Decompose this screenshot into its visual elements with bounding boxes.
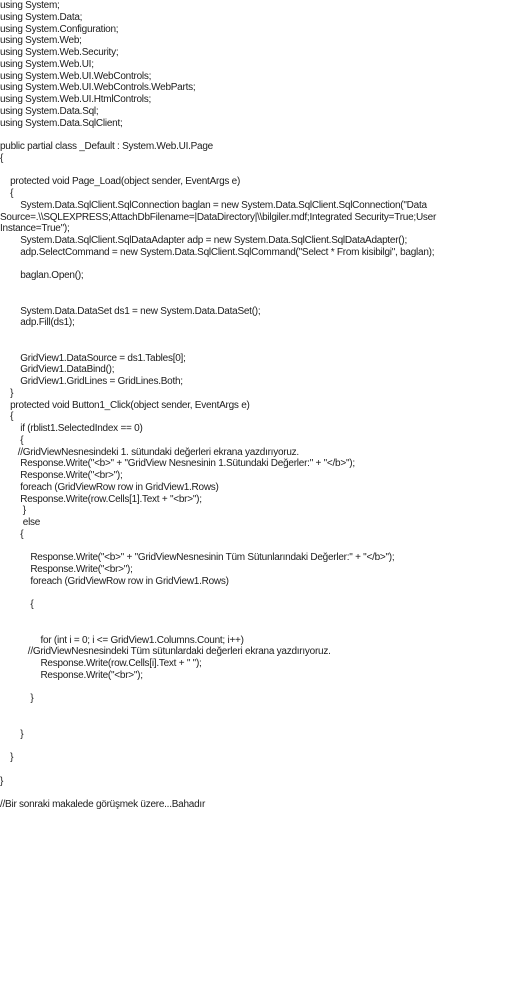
code-line: protected void Page_Load(object sender, EventArgs e) <box>0 176 241 188</box>
code-line: } <box>0 775 4 787</box>
code-line: using System.Data.Sql; <box>0 105 99 117</box>
code-line <box>0 329 505 341</box>
code-line: } <box>0 387 14 399</box>
code-line: Instance=True"); <box>0 223 70 235</box>
code-line <box>0 611 505 623</box>
code-line: { <box>0 599 34 611</box>
code-line: System.Data.SqlClient.SqlConnection baglan = new System.Data.SqlClient.SqlConnection("Data <box>0 199 427 211</box>
code-line: Response.Write("<br>"); <box>0 470 123 481</box>
code-line: foreach (GridViewRow row in GridView1.Rows) <box>0 481 219 493</box>
code-line: using System.Web.UI.HtmlControls; <box>0 94 152 105</box>
code-line <box>0 764 505 776</box>
code-line: using System.Web.UI; <box>0 58 94 70</box>
code-line: } <box>0 693 34 705</box>
code-line: using System.Data.SqlClient; <box>0 117 123 129</box>
code-line <box>0 341 505 353</box>
code-line <box>0 259 505 271</box>
code-line: System.Data.DataSet ds1 = new System.Data.DataSet(); <box>0 305 261 317</box>
code-line: } <box>0 505 26 517</box>
code-line: public partial class _Default : System.Web.UI.Page <box>0 141 213 152</box>
code-line: for (int i = 0; i <= GridView1.Columns.Count; i++) <box>0 634 244 646</box>
code-line <box>0 705 505 717</box>
code-line: //GridViewNesnesindeki Tüm sütunlardaki değerleri ekrana yazdırıyoruz. <box>0 646 331 658</box>
code-line: //Bir sonraki makalede görüşmek üzere...Bahadır <box>0 799 206 810</box>
code-line: using System.Web; <box>0 35 82 47</box>
code-line <box>0 717 505 729</box>
code-line: } <box>0 728 24 740</box>
code-line: baglan.Open(); <box>0 270 84 282</box>
code-line: adp.Fill(ds1); <box>0 317 75 329</box>
code-line: GridView1.GridLines = GridLines.Both; <box>0 376 183 387</box>
code-line: else <box>0 517 41 528</box>
code-line: if (rblist1.SelectedIndex == 0) <box>0 423 143 434</box>
code-line: Response.Write("<b>" + "GridView Nesnesinin 1.Sütundaki Değerler:" + "</b>"); <box>0 458 355 470</box>
code-line: //GridViewNesnesindeki 1. sütundaki değerleri ekrana yazdırıyoruz. <box>0 446 299 458</box>
code-line: Response.Write("<br>"); <box>0 669 143 681</box>
code-line: Response.Write(row.Cells[1].Text + "<br>"); <box>0 493 202 505</box>
code-line: GridView1.DataSource = ds1.Tables[0]; <box>0 352 186 364</box>
code-line: { <box>0 411 14 423</box>
code-line: } <box>0 752 14 763</box>
code-line <box>0 294 505 306</box>
code-line <box>0 682 505 694</box>
code-line: using System.Data; <box>0 11 83 23</box>
code-line <box>0 623 505 635</box>
code-line <box>0 282 505 294</box>
code-line <box>0 541 505 553</box>
code-line: adp.SelectCommand = new System.Data.SqlClient.SqlCommand("Select * From kisibilgi", baglan); <box>0 246 435 258</box>
code-line: { <box>0 152 4 164</box>
code-line <box>0 787 505 799</box>
code-line: using System.Web.UI.WebControls.WebParts; <box>0 82 196 94</box>
code-line: using System; <box>0 0 60 11</box>
code-line: using System.Configuration; <box>0 23 119 35</box>
code-line: Response.Write("<b>" + "GridViewNesnesinin Tüm Sütunlarındaki Değerler:" + "</b>"); <box>0 552 395 564</box>
code-line <box>0 129 505 141</box>
code-line: foreach (GridViewRow row in GridView1.Rows) <box>0 575 229 587</box>
code-line: using System.Web.UI.WebControls; <box>0 70 152 82</box>
code-line <box>0 165 505 177</box>
code-line: { <box>0 434 24 446</box>
code-line: protected void Button1_Click(object sender, EventArgs e) <box>0 399 250 411</box>
code-line: { <box>0 188 14 199</box>
code-line: using System.Web.Security; <box>0 47 119 58</box>
code-line: Source=.\\SQLEXPRESS;AttachDbFilename=|DataDirectory|\\bilgiler.mdf;Integrated Security=True;User <box>0 211 437 223</box>
code-line: System.Data.SqlClient.SqlDataAdapter adp = new System.Data.SqlClient.SqlDataAdapter(); <box>0 235 407 246</box>
code-line: GridView1.DataBind(); <box>0 364 115 376</box>
code-line: { <box>0 528 24 540</box>
code-line <box>0 588 505 600</box>
code-line <box>0 740 505 752</box>
code-line: Response.Write(row.Cells[i].Text + " "); <box>0 658 202 669</box>
code-line: Response.Write("<br>"); <box>0 564 133 575</box>
